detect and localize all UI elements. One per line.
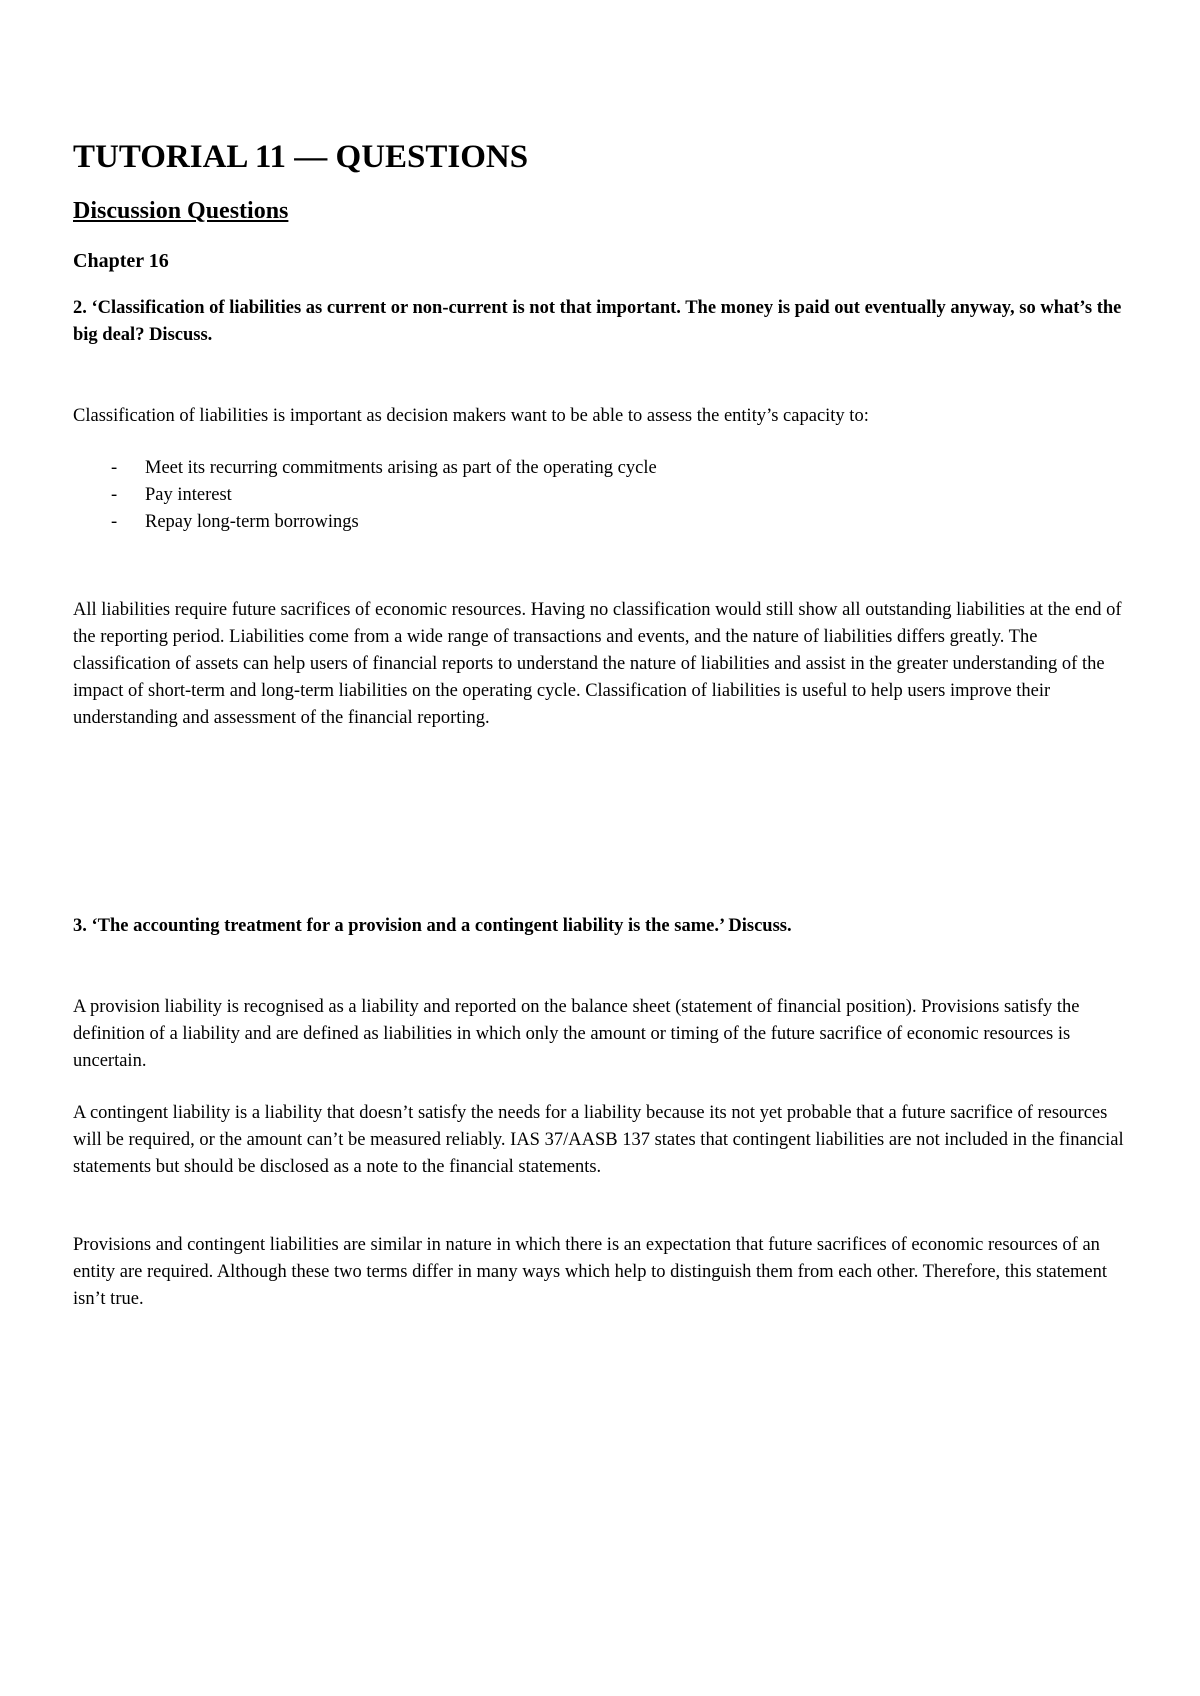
question-2: 2. ‘Classification of liabilities as current or non-current is not that important. The money is paid out eventually anyway, so what’s the big deal? Discuss. [73,298,1122,345]
q3-answer-paragraph: Provisions and contingent liabilities are similar in nature in which there is an expectation that future sacrifices of economic resources of an entity are required. Although these two terms differ in many ways which help to distinguish them from each other. Therefore, this statement isn’t true. [73,1235,1108,1309]
list-item-text: Repay long-term borrowings [145,512,359,532]
document-title: TUTORIAL 11 — QUESTIONS [73,139,529,175]
list-item [73,455,1073,482]
list-item [73,509,1073,536]
list-item-text: Meet its recurring commitments arising as part of the operating cycle [145,458,657,478]
q2-intro: Classification of liabilities is important as decision makers want to be able to assess the entity’s capacity to: [73,406,869,426]
list-item [73,482,1073,509]
q2-bullet-list [73,455,1073,536]
section-heading: Discussion Questions [73,198,289,224]
chapter-heading: Chapter 16 [73,250,169,272]
list-item-text: Pay interest [145,485,232,505]
bullet-marker: - [111,458,118,478]
q3-answer-paragraph: A provision liability is recognised as a liability and reported on the balance sheet (statement of financial position). Provisions satisfy the definition of a liability and are defined as liabilities in which only the amount or timing of the future sacrifice of economic resources is uncertain. [73,997,1080,1071]
q3-answer-paragraph: A contingent liability is a liability that doesn’t satisfy the needs for a liability because its not yet probable that a future sacrifice of resources will be required, or the amount can’t be measured reliably. IAS 37/AASB 137 states that contingent liabilities are not included in the financial statements but should be disclosed as a note to the financial statements. [73,1103,1124,1177]
question-3: 3. ‘The accounting treatment for a provision and a contingent liability is the same.’ Discuss. [73,916,792,936]
q2-answer: All liabilities require future sacrifices of economic resources. Having no classification would still show all outstanding liabilities at the end of the reporting period. Liabilities come from a wide range of transactions and events, and the nature of liabilities differs greatly. The classification of assets can help users of financial reports to understand the nature of liabilities and assist in the greater understanding of the impact of short-term and long-term liabilities on the operating cycle. Classification of liabilities is useful to help users improve their understanding and assessment of the financial reporting. [73,600,1122,728]
bullet-marker: - [111,485,118,505]
bullet-marker: - [111,512,118,532]
